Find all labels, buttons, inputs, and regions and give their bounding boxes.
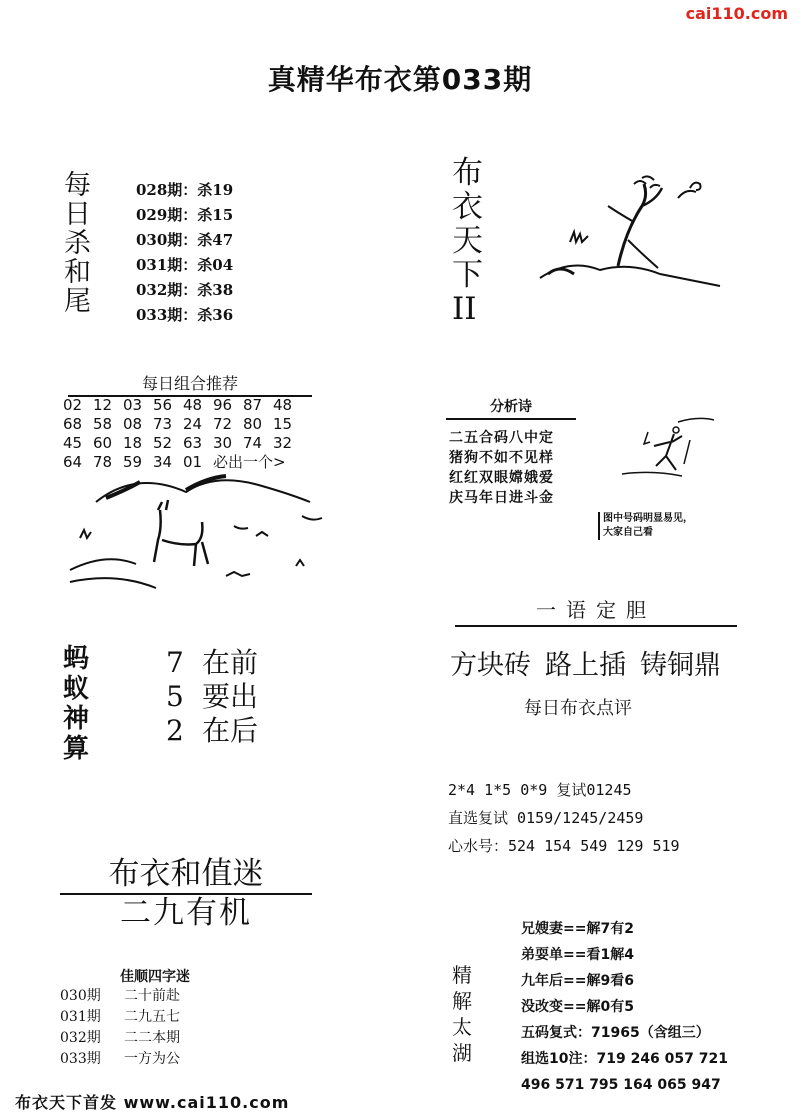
- taihu-list: [521, 916, 728, 1098]
- yiyu-pairs: 方块砖 路上插 铸铜鼎: [450, 650, 721, 681]
- review-heading: 每日布衣点评: [524, 698, 632, 719]
- list-item: 庆马年日进斗金: [449, 490, 554, 506]
- list-item: 032期：杀38: [136, 281, 234, 299]
- taihu-vertical-title: 精 解 太 湖: [452, 963, 472, 1065]
- list-item: 弟耍单==看1解4: [521, 947, 634, 963]
- yiyu-heading: 一语定胆: [455, 594, 737, 627]
- list-item: 7 在前: [166, 646, 259, 679]
- list-item: 猪狗不如不见样: [449, 450, 554, 466]
- daily-kill-vertical-title: 每 日 杀 和 尾: [64, 170, 91, 317]
- ant-vertical-title: 蚂 蚁 神 算: [63, 644, 90, 764]
- ant-prediction-list: [166, 646, 258, 748]
- list-item: 032期 二二本期: [60, 1030, 180, 1046]
- poem-lines: [449, 428, 554, 508]
- mountain-deer-illustration: [66, 466, 328, 600]
- list-item: 二五合码八中定: [449, 430, 554, 446]
- list-item: 兄嫂妻==解7有2: [521, 921, 634, 937]
- table-row: 02 12 03 56 48 96 87 48: [63, 396, 293, 414]
- poem-heading: 分析诗: [446, 396, 576, 420]
- list-item: 组选10注：719 246 057 721: [521, 1051, 728, 1067]
- list-item: 2 在后: [166, 714, 259, 747]
- list-item: 2*4 1*5 0*9 复试01245: [448, 781, 632, 799]
- combo-heading: 每日组合推荐: [68, 371, 312, 397]
- combo-grid: [63, 396, 303, 472]
- list-item: 028期：杀19: [136, 181, 234, 199]
- list-item: 029期：杀15: [136, 206, 234, 224]
- list-item: 031期：杀04: [136, 256, 234, 274]
- tips-list: [448, 776, 680, 860]
- four-char-list: [60, 986, 180, 1070]
- list-item: 红红双眼嫦娥爱: [449, 470, 554, 486]
- four-char-heading: 佳顺四字迷: [120, 969, 190, 985]
- list-item: 033期 一方为公: [60, 1051, 180, 1067]
- page-title: 真精华布衣第033期: [267, 63, 533, 96]
- table-row: 45 60 18 52 63 30 74 32: [63, 434, 293, 452]
- hezhimi-heading: 布衣和值迷: [60, 848, 312, 895]
- list-item: 496 571 795 164 065 947: [521, 1077, 721, 1093]
- tree-sketch-illustration: [530, 170, 730, 290]
- poem-caption: 图中号码明显易见， 大家自己看: [598, 512, 693, 540]
- buyi-vertical-title: 布 衣 天 下 II: [452, 155, 483, 327]
- list-item: 033期：杀36: [136, 306, 234, 324]
- list-item: 030期 二十前赴: [60, 988, 180, 1004]
- list-item: 五码复式：71965（含组三）: [521, 1025, 710, 1041]
- runner-sketch-illustration: [618, 412, 718, 492]
- list-item: 心水号：524 154 549 129 519: [448, 837, 680, 855]
- daily-kill-list: [136, 178, 233, 328]
- hezhimi-answer: 二九有机: [120, 895, 252, 931]
- list-item: 5 要出: [166, 680, 259, 713]
- list-item: 031期 二九五七: [60, 1009, 180, 1025]
- footer-link[interactable]: 布衣天下首发 www.cai110.com: [15, 1093, 290, 1112]
- list-item: 直选复试 0159/1245/2459: [448, 809, 644, 827]
- list-item: 没改变==解0有5: [521, 999, 634, 1015]
- table-row: 64 78 59 34 01 必出一个>: [63, 453, 286, 471]
- list-item: 九年后==解9看6: [521, 973, 634, 989]
- list-item: 030期：杀47: [136, 231, 234, 249]
- table-row: 68 58 08 73 24 72 80 15: [63, 415, 293, 433]
- site-logo[interactable]: cai110.com: [685, 4, 788, 23]
